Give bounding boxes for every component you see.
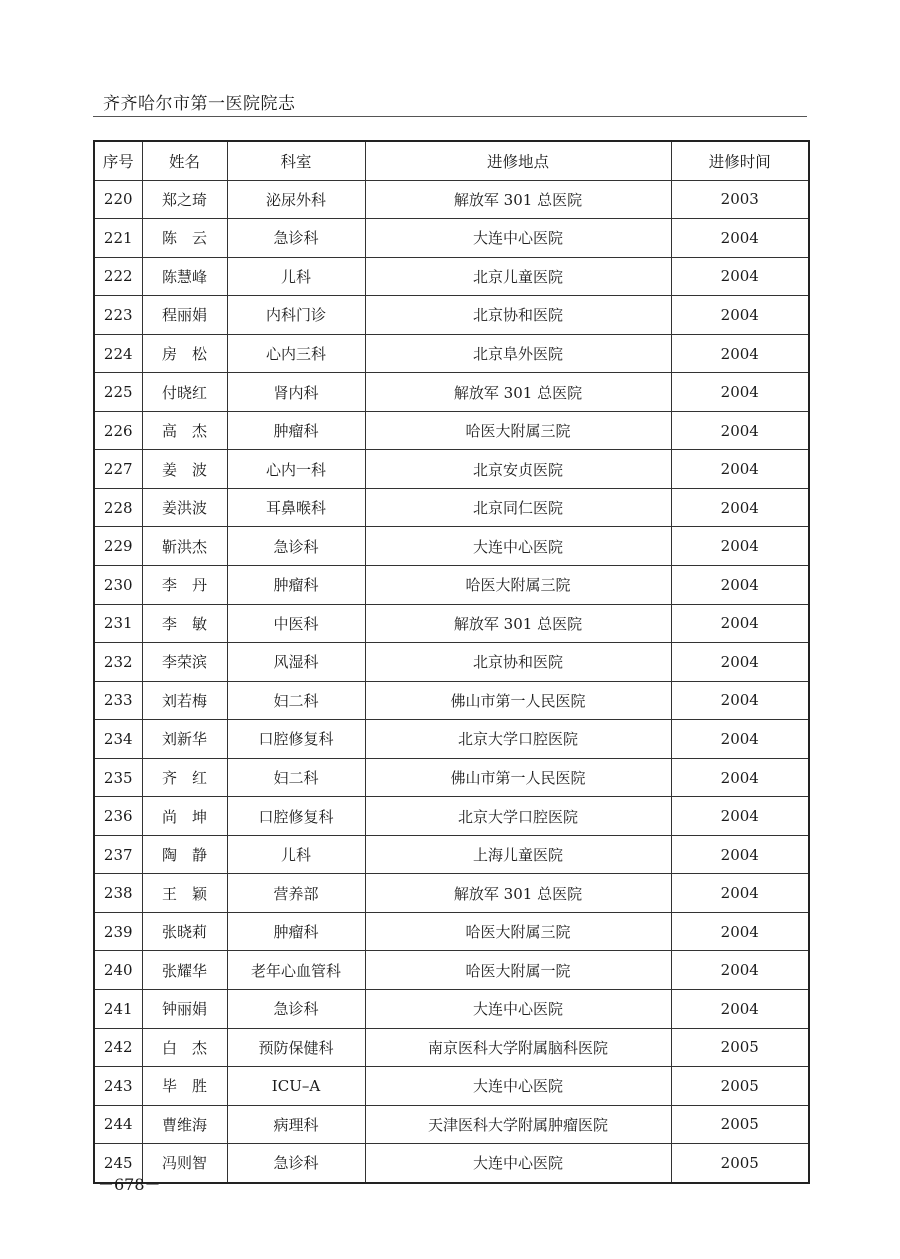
cell-training-year: 2004 <box>671 758 809 797</box>
cell-department: 急诊科 <box>227 990 365 1029</box>
table-row <box>94 1028 809 1067</box>
cell-index: 233 <box>94 681 142 720</box>
cell-training-location: 哈医大附属三院 <box>365 411 671 450</box>
table-row <box>94 1067 809 1106</box>
cell-training-year: 2004 <box>671 566 809 605</box>
column-header-index: 序号 <box>94 141 142 180</box>
cell-department: 耳鼻喉科 <box>227 488 365 527</box>
cell-department: 中医科 <box>227 604 365 643</box>
cell-training-year: 2004 <box>671 334 809 373</box>
cell-department: 儿科 <box>227 835 365 874</box>
cell-department: 营养部 <box>227 874 365 913</box>
cell-name: 陈 云 <box>142 219 227 258</box>
cell-index: 232 <box>94 643 142 682</box>
table-row <box>94 874 809 913</box>
table-row <box>94 180 809 219</box>
table-row <box>94 296 809 335</box>
cell-training-location: 北京阜外医院 <box>365 334 671 373</box>
cell-training-year: 2004 <box>671 450 809 489</box>
cell-training-location: 大连中心医院 <box>365 527 671 566</box>
cell-name: 李荣滨 <box>142 643 227 682</box>
cell-name: 靳洪杰 <box>142 527 227 566</box>
column-header-training-year: 进修时间 <box>671 141 809 180</box>
cell-training-year: 2004 <box>671 797 809 836</box>
cell-department: 老年心血管科 <box>227 951 365 990</box>
table-row <box>94 1144 809 1183</box>
table-row <box>94 1105 809 1144</box>
cell-training-year: 2005 <box>671 1105 809 1144</box>
cell-department: 心内三科 <box>227 334 365 373</box>
cell-training-location: 上海儿童医院 <box>365 835 671 874</box>
cell-training-year: 2005 <box>671 1067 809 1106</box>
cell-name: 齐 红 <box>142 758 227 797</box>
table-row <box>94 373 809 412</box>
table-row <box>94 566 809 605</box>
cell-department: 肿瘤科 <box>227 566 365 605</box>
cell-training-location: 大连中心医院 <box>365 1144 671 1183</box>
cell-department: 肿瘤科 <box>227 912 365 951</box>
cell-index: 245 <box>94 1144 142 1183</box>
table-header-row <box>94 141 809 180</box>
table-row <box>94 912 809 951</box>
cell-department: 肾内科 <box>227 373 365 412</box>
cell-training-location: 佛山市第一人民医院 <box>365 758 671 797</box>
cell-department: 妇二科 <box>227 758 365 797</box>
cell-training-location: 佛山市第一人民医院 <box>365 681 671 720</box>
cell-name: 王 颖 <box>142 874 227 913</box>
cell-department: 预防保健科 <box>227 1028 365 1067</box>
cell-name: 毕 胜 <box>142 1067 227 1106</box>
cell-index: 220 <box>94 180 142 219</box>
cell-name: 张耀华 <box>142 951 227 990</box>
cell-name: 白 杰 <box>142 1028 227 1067</box>
cell-training-year: 2004 <box>671 720 809 759</box>
cell-training-location: 天津医科大学附属肿瘤医院 <box>365 1105 671 1144</box>
cell-name: 钟丽娟 <box>142 990 227 1029</box>
cell-name: 郑之琦 <box>142 180 227 219</box>
table-row <box>94 643 809 682</box>
cell-training-year: 2004 <box>671 990 809 1029</box>
cell-index: 223 <box>94 296 142 335</box>
cell-training-location: 解放军 301 总医院 <box>365 180 671 219</box>
cell-department: 肿瘤科 <box>227 411 365 450</box>
table-row <box>94 334 809 373</box>
cell-name: 程丽娟 <box>142 296 227 335</box>
cell-name: 高 杰 <box>142 411 227 450</box>
cell-training-year: 2004 <box>671 373 809 412</box>
table-row <box>94 835 809 874</box>
cell-index: 244 <box>94 1105 142 1144</box>
cell-training-year: 2003 <box>671 180 809 219</box>
cell-training-year: 2004 <box>671 681 809 720</box>
cell-index: 221 <box>94 219 142 258</box>
cell-index: 225 <box>94 373 142 412</box>
cell-training-location: 北京协和医院 <box>365 643 671 682</box>
cell-department: 病理科 <box>227 1105 365 1144</box>
cell-training-year: 2004 <box>671 874 809 913</box>
cell-name: 曹维海 <box>142 1105 227 1144</box>
cell-training-location: 北京同仁医院 <box>365 488 671 527</box>
cell-training-location: 解放军 301 总医院 <box>365 373 671 412</box>
cell-training-year: 2004 <box>671 411 809 450</box>
cell-index: 238 <box>94 874 142 913</box>
table-row <box>94 758 809 797</box>
cell-department: 儿科 <box>227 257 365 296</box>
cell-training-location: 大连中心医院 <box>365 1067 671 1106</box>
cell-training-year: 2004 <box>671 527 809 566</box>
cell-name: 刘新华 <box>142 720 227 759</box>
table-row <box>94 450 809 489</box>
cell-name: 刘若梅 <box>142 681 227 720</box>
table-row <box>94 219 809 258</box>
cell-training-year: 2004 <box>671 257 809 296</box>
cell-index: 240 <box>94 951 142 990</box>
cell-training-year: 2004 <box>671 219 809 258</box>
cell-training-location: 北京儿童医院 <box>365 257 671 296</box>
cell-index: 228 <box>94 488 142 527</box>
cell-index: 241 <box>94 990 142 1029</box>
cell-index: 229 <box>94 527 142 566</box>
cell-name: 冯则智 <box>142 1144 227 1183</box>
cell-index: 231 <box>94 604 142 643</box>
table-row <box>94 720 809 759</box>
table-row <box>94 990 809 1029</box>
cell-training-location: 哈医大附属一院 <box>365 951 671 990</box>
cell-training-location: 北京安贞医院 <box>365 450 671 489</box>
cell-department: 急诊科 <box>227 219 365 258</box>
cell-training-year: 2004 <box>671 604 809 643</box>
page-header-title: 齐齐哈尔市第一医院院志 <box>103 94 296 114</box>
cell-training-location: 南京医科大学附属脑科医院 <box>365 1028 671 1067</box>
cell-training-location: 解放军 301 总医院 <box>365 604 671 643</box>
table-row <box>94 488 809 527</box>
training-roster-table <box>93 140 810 1184</box>
cell-index: 230 <box>94 566 142 605</box>
header-divider <box>93 116 807 117</box>
table-row <box>94 257 809 296</box>
cell-index: 227 <box>94 450 142 489</box>
table-row <box>94 951 809 990</box>
table-row <box>94 604 809 643</box>
cell-name: 张晓莉 <box>142 912 227 951</box>
cell-index: 234 <box>94 720 142 759</box>
cell-training-year: 2004 <box>671 835 809 874</box>
cell-department: 心内一科 <box>227 450 365 489</box>
cell-training-location: 北京大学口腔医院 <box>365 797 671 836</box>
cell-training-location: 北京协和医院 <box>365 296 671 335</box>
cell-training-year: 2004 <box>671 488 809 527</box>
cell-name: 付晓红 <box>142 373 227 412</box>
cell-name: 陈慧峰 <box>142 257 227 296</box>
cell-department: 口腔修复科 <box>227 720 365 759</box>
cell-index: 242 <box>94 1028 142 1067</box>
column-header-department: 科室 <box>227 141 365 180</box>
cell-department: 内科门诊 <box>227 296 365 335</box>
table-row <box>94 681 809 720</box>
cell-name: 姜洪波 <box>142 488 227 527</box>
cell-training-location: 大连中心医院 <box>365 990 671 1029</box>
cell-training-location: 哈医大附属三院 <box>365 912 671 951</box>
table-row <box>94 797 809 836</box>
cell-name: 尚 坤 <box>142 797 227 836</box>
cell-department: 泌尿外科 <box>227 180 365 219</box>
cell-training-year: 2004 <box>671 643 809 682</box>
cell-index: 243 <box>94 1067 142 1106</box>
cell-index: 235 <box>94 758 142 797</box>
cell-department: 妇二科 <box>227 681 365 720</box>
cell-department: 风湿科 <box>227 643 365 682</box>
table-body <box>94 180 809 1183</box>
cell-training-location: 哈医大附属三院 <box>365 566 671 605</box>
cell-index: 237 <box>94 835 142 874</box>
table-row <box>94 411 809 450</box>
cell-name: 姜 波 <box>142 450 227 489</box>
table-row <box>94 527 809 566</box>
column-header-training-location: 进修地点 <box>365 141 671 180</box>
cell-name: 陶 静 <box>142 835 227 874</box>
cell-training-location: 大连中心医院 <box>365 219 671 258</box>
cell-training-year: 2005 <box>671 1028 809 1067</box>
cell-name: 李 敏 <box>142 604 227 643</box>
cell-department: ICU–A <box>227 1067 365 1106</box>
column-header-name: 姓名 <box>142 141 227 180</box>
cell-index: 226 <box>94 411 142 450</box>
cell-training-year: 2004 <box>671 951 809 990</box>
page-number: －678－ <box>98 1175 161 1194</box>
cell-department: 急诊科 <box>227 527 365 566</box>
cell-training-year: 2005 <box>671 1144 809 1183</box>
cell-training-location: 解放军 301 总医院 <box>365 874 671 913</box>
cell-department: 口腔修复科 <box>227 797 365 836</box>
cell-department: 急诊科 <box>227 1144 365 1183</box>
cell-name: 房 松 <box>142 334 227 373</box>
cell-index: 239 <box>94 912 142 951</box>
cell-training-year: 2004 <box>671 296 809 335</box>
cell-index: 222 <box>94 257 142 296</box>
cell-name: 李 丹 <box>142 566 227 605</box>
cell-training-location: 北京大学口腔医院 <box>365 720 671 759</box>
cell-index: 236 <box>94 797 142 836</box>
cell-index: 224 <box>94 334 142 373</box>
cell-training-year: 2004 <box>671 912 809 951</box>
